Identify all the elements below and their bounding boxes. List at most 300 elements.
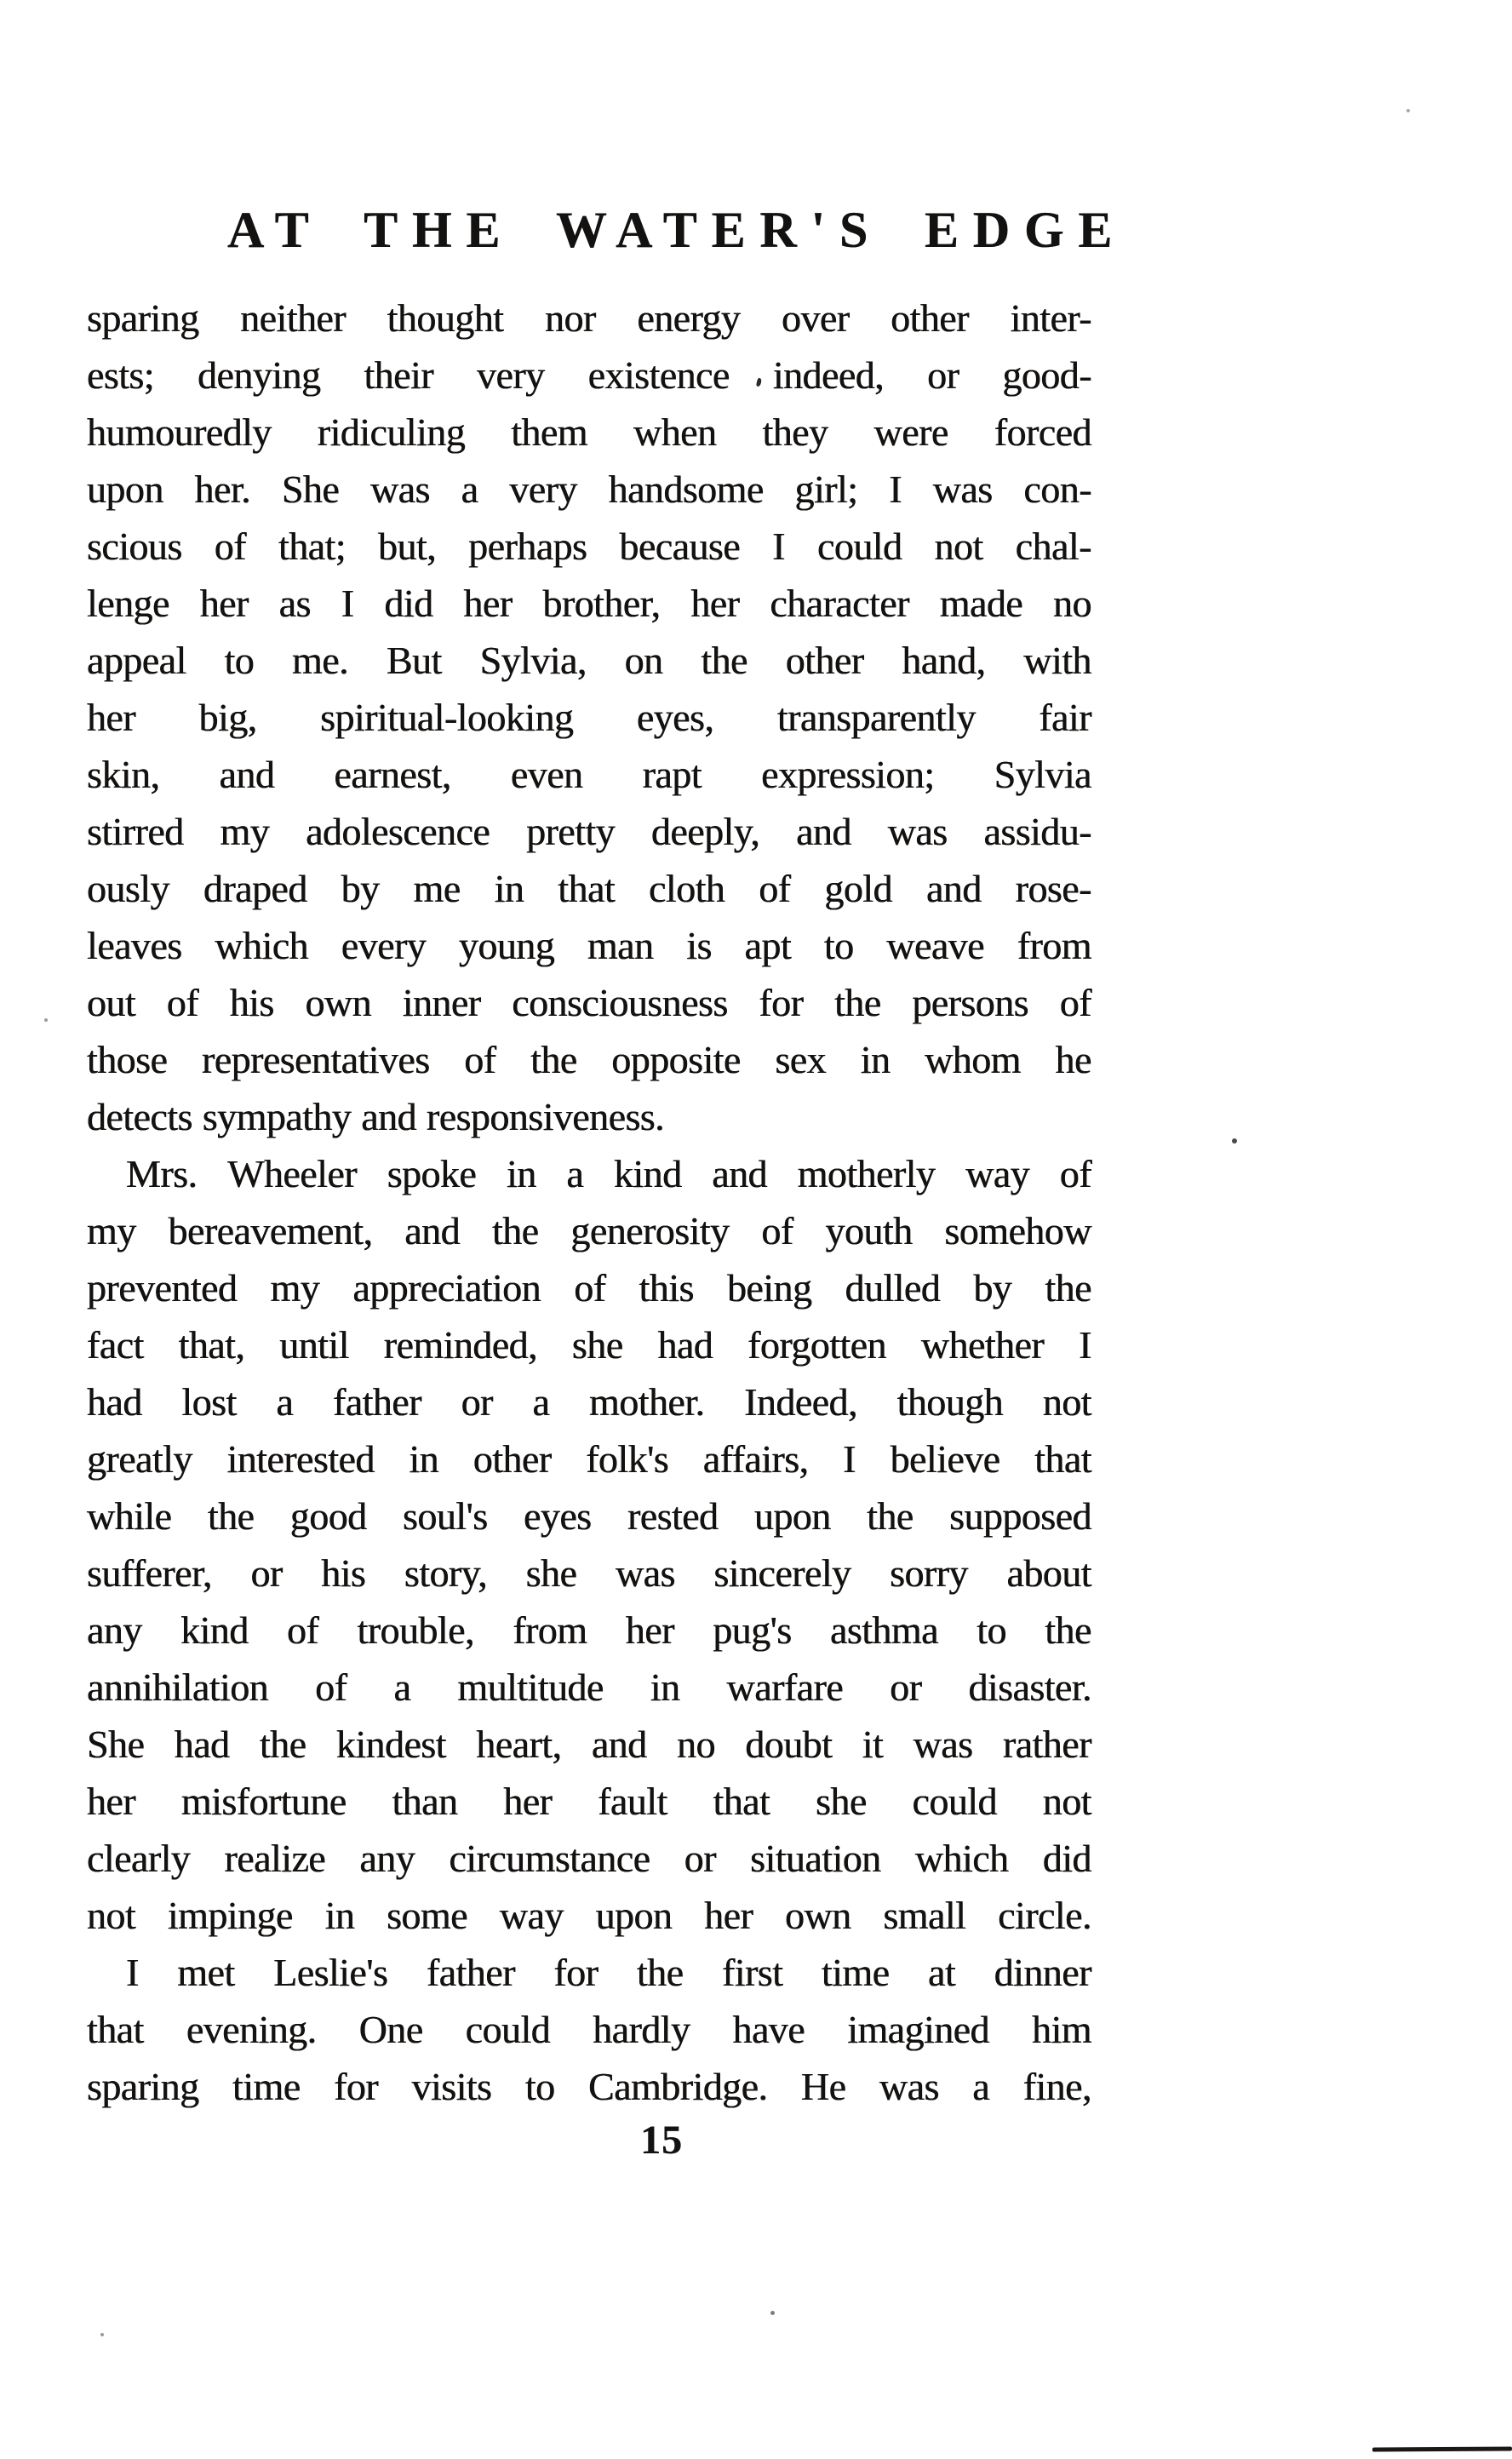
word: energy <box>637 296 741 340</box>
word: affairs, <box>702 1437 809 1481</box>
word: rapt <box>642 753 702 796</box>
word: not <box>87 1894 136 1937</box>
word: did <box>384 582 433 625</box>
text-line <box>87 1602 1091 1659</box>
text-line <box>87 404 1091 461</box>
word: to <box>976 1608 1006 1652</box>
word: my <box>220 810 270 853</box>
word: I <box>1079 1323 1091 1367</box>
word: spiritual-looking <box>320 696 574 739</box>
word: circumstance <box>449 1837 650 1880</box>
word: mother. <box>589 1380 705 1424</box>
body-text-block <box>87 289 1091 2115</box>
word: fault <box>598 1780 667 1823</box>
word: had <box>174 1722 230 1766</box>
word: impinge <box>167 1894 293 1937</box>
text-line <box>87 2001 1091 2058</box>
word: forced <box>994 410 1091 454</box>
word: time <box>232 2065 301 2108</box>
word: Mrs. <box>126 1152 198 1195</box>
word: of <box>315 1665 347 1709</box>
word: earnest, <box>334 753 451 796</box>
word: annihilation <box>87 1665 269 1709</box>
word: and <box>404 1209 461 1252</box>
word: because <box>619 524 741 568</box>
word: ously <box>87 867 169 910</box>
word: draped <box>203 867 307 910</box>
word: when <box>633 410 717 454</box>
word: other <box>891 296 969 340</box>
word: some <box>387 1894 468 1937</box>
word: his <box>321 1551 366 1595</box>
word: pretty <box>526 810 616 853</box>
word: scious <box>87 524 182 568</box>
word: in <box>409 1437 439 1481</box>
word: in <box>507 1152 536 1195</box>
word: was <box>370 467 430 511</box>
word: his <box>229 981 274 1024</box>
word: skin, <box>87 753 160 796</box>
word: leaves <box>87 924 182 967</box>
word: multitude <box>457 1665 604 1709</box>
word: and <box>796 810 851 853</box>
word: Cambridge. <box>588 2065 768 2108</box>
word: of <box>759 867 791 910</box>
word: not <box>1042 1780 1091 1823</box>
word: the <box>491 1209 539 1252</box>
word: any <box>359 1837 415 1880</box>
word: rested <box>627 1494 719 1538</box>
word: for <box>759 981 804 1024</box>
word: inter- <box>1010 296 1091 340</box>
word: with <box>1023 639 1091 682</box>
word: deeply, <box>650 810 760 853</box>
word: she <box>816 1780 867 1823</box>
word: while <box>87 1494 172 1538</box>
text-line <box>87 1773 1091 1830</box>
word: spoke <box>387 1152 477 1195</box>
word: a <box>532 1380 550 1424</box>
text-line <box>87 575 1091 632</box>
scan-edge-line <box>1372 2446 1512 2451</box>
text-line <box>87 1716 1091 1773</box>
word: representatives <box>202 1038 430 1081</box>
word: from <box>1017 924 1091 967</box>
word: of <box>464 1038 496 1081</box>
text-line <box>87 974 1091 1031</box>
word: or <box>890 1665 922 1709</box>
word: way <box>965 1152 1030 1195</box>
word: father <box>332 1380 421 1424</box>
word: somehow <box>944 1209 1091 1252</box>
word: ridiculing <box>317 410 466 454</box>
word: whom <box>925 1038 1021 1081</box>
word: story, <box>404 1551 488 1595</box>
word: at <box>928 1951 956 1994</box>
word: could <box>912 1780 997 1823</box>
text-line <box>87 689 1091 746</box>
word: than <box>392 1780 458 1823</box>
word: nor <box>545 296 596 340</box>
word: them <box>511 410 587 454</box>
word: by <box>341 867 380 910</box>
word: father <box>426 1951 515 1994</box>
word: her <box>690 582 740 625</box>
word: perhaps <box>468 524 587 568</box>
word: for <box>334 2065 379 2108</box>
word: or <box>461 1380 493 1424</box>
word: thought <box>387 296 504 340</box>
word: kind <box>613 1152 682 1195</box>
word: motherly <box>797 1152 936 1195</box>
word: to <box>524 2065 555 2108</box>
word: the <box>701 639 747 682</box>
word: forgotten <box>747 1323 886 1367</box>
text-line <box>87 917 1091 974</box>
word: I <box>341 582 354 625</box>
word: existence <box>587 353 730 397</box>
word: cloth <box>649 867 725 910</box>
word: of <box>761 1209 793 1252</box>
word: and <box>591 1722 647 1766</box>
word: had <box>87 1380 142 1424</box>
word: that, <box>178 1323 245 1367</box>
word: denying <box>198 353 321 397</box>
word: out <box>87 981 136 1024</box>
word: dulled <box>845 1266 941 1310</box>
word: me <box>413 867 461 910</box>
word: inner <box>402 981 481 1024</box>
word: dinner <box>994 1951 1091 1994</box>
word: could <box>465 2008 551 2051</box>
word: sincerely <box>713 1551 851 1595</box>
word: that <box>1034 1437 1091 1481</box>
word: those <box>87 1038 168 1081</box>
word: folk's <box>586 1437 669 1481</box>
word: girl; <box>794 467 858 511</box>
word: fair <box>1039 696 1091 739</box>
word: chal- <box>1015 524 1091 568</box>
word: a <box>393 1665 411 1709</box>
word: reminded, <box>383 1323 538 1367</box>
word: whether <box>920 1323 1045 1367</box>
word: no <box>1053 582 1091 625</box>
word: he <box>1055 1038 1091 1081</box>
word: young <box>458 924 555 967</box>
word: other <box>785 639 864 682</box>
word: was <box>879 2065 939 2108</box>
word: supposed <box>949 1494 1091 1538</box>
word: him <box>1032 2008 1091 2051</box>
word: assidu- <box>983 810 1091 853</box>
word: situation <box>750 1837 881 1880</box>
word: that <box>558 867 616 910</box>
word: they <box>762 410 828 454</box>
word: circle. <box>998 1894 1091 1937</box>
word: apt <box>744 924 792 967</box>
word: kind <box>180 1608 249 1652</box>
word: being <box>726 1266 812 1310</box>
word: the <box>1045 1608 1091 1652</box>
word: generosity <box>570 1209 730 1252</box>
word: to <box>823 924 854 967</box>
word: soul's <box>403 1494 488 1538</box>
word: her <box>87 696 136 739</box>
word: But <box>386 639 442 682</box>
word: any <box>87 1608 142 1652</box>
word: other <box>472 1437 552 1481</box>
word: bereavement, <box>168 1209 373 1252</box>
word: sorry <box>890 1551 968 1595</box>
text-line <box>87 2058 1091 2115</box>
word: Sylvia <box>994 753 1091 796</box>
word: transparently <box>776 696 976 739</box>
word: a <box>566 1152 584 1195</box>
text-line <box>87 1202 1091 1259</box>
word: their <box>364 353 434 397</box>
word: sufferer, <box>87 1551 212 1595</box>
word: visits <box>411 2065 492 2108</box>
word: interested <box>226 1437 375 1481</box>
word: Leslie's <box>273 1951 388 1994</box>
word: the <box>834 981 881 1024</box>
word: that <box>713 1780 770 1823</box>
word: Indeed, <box>744 1380 857 1424</box>
word: to <box>224 639 255 682</box>
word: con- <box>1023 467 1091 511</box>
word: the <box>867 1494 914 1538</box>
word: in <box>650 1665 680 1709</box>
word: ests; <box>87 353 155 397</box>
word: asthma <box>830 1608 938 1652</box>
word: hardly <box>593 2008 690 2051</box>
word: lost <box>181 1380 237 1424</box>
word: her. <box>194 467 251 511</box>
word: disaster. <box>968 1665 1091 1709</box>
word: detects <box>87 1095 192 1138</box>
word: prevented <box>87 1266 238 1310</box>
text-line <box>87 289 1091 347</box>
word: weave <box>886 924 985 967</box>
word: from <box>513 1608 587 1652</box>
word: I <box>843 1437 856 1481</box>
text-line <box>87 518 1091 575</box>
word: rather <box>1002 1722 1091 1766</box>
word: of <box>574 1266 606 1310</box>
word: gold <box>824 867 892 910</box>
word: as <box>278 582 311 625</box>
word: believe <box>890 1437 1000 1481</box>
text-line <box>87 1088 1091 1145</box>
word: handsome <box>608 467 764 511</box>
text-line <box>87 1944 1091 2001</box>
word: time <box>821 1951 890 1994</box>
word: stirred <box>87 810 184 853</box>
word: she <box>525 1551 577 1595</box>
word: misfortune <box>180 1780 346 1823</box>
word: humouredly <box>87 410 272 454</box>
scan-speck <box>44 1018 48 1022</box>
word: until <box>279 1323 349 1367</box>
word: over <box>782 296 850 340</box>
word: the <box>259 1722 306 1766</box>
word: very <box>477 353 545 397</box>
word: my <box>270 1266 320 1310</box>
text-line <box>87 1887 1091 1944</box>
word: neither <box>240 296 346 340</box>
word: warfare <box>726 1665 844 1709</box>
word: eyes, <box>636 696 714 739</box>
text-line <box>87 347 1091 404</box>
text-line <box>87 632 1091 689</box>
word: sex <box>775 1038 827 1081</box>
word: was <box>615 1551 675 1595</box>
word: the <box>1045 1266 1091 1310</box>
word: her <box>87 1780 136 1823</box>
word: in <box>324 1894 355 1937</box>
word: though <box>896 1380 1004 1424</box>
text-line <box>87 803 1091 860</box>
text-line <box>87 1031 1091 1088</box>
scan-speck <box>770 2311 775 2315</box>
word: sympathy <box>202 1095 352 1138</box>
word: first <box>722 1951 783 1994</box>
word: on <box>624 639 663 682</box>
word: He <box>800 2065 846 2108</box>
word: and <box>712 1152 768 1195</box>
word: way <box>499 1894 564 1937</box>
word: heart, <box>476 1722 562 1766</box>
word: was <box>887 810 948 853</box>
text-line <box>87 746 1091 803</box>
word: imagined <box>847 2008 989 2051</box>
word: adolescence <box>306 810 490 853</box>
word: indeed, <box>772 353 885 397</box>
word: and <box>925 867 982 910</box>
word: One <box>358 2008 423 2051</box>
word: of <box>214 524 246 568</box>
word: eyes <box>524 1494 592 1538</box>
word: fine, <box>1022 2065 1091 2108</box>
word: the <box>207 1494 255 1538</box>
word: that; <box>278 524 346 568</box>
word: about <box>1006 1551 1091 1595</box>
word: Sylvia, <box>479 639 587 682</box>
word: realize <box>224 1837 326 1880</box>
word: the <box>636 1951 684 1994</box>
word: have <box>732 2008 805 2051</box>
word: my <box>87 1209 136 1252</box>
word: was <box>932 467 993 511</box>
word: or <box>927 353 959 397</box>
scan-speck <box>1232 1138 1237 1144</box>
word: Wheeler <box>227 1152 358 1195</box>
word: I <box>126 1951 139 1994</box>
word: brother, <box>542 582 661 625</box>
word: her <box>199 582 249 625</box>
word: the <box>530 1038 577 1081</box>
word: very <box>509 467 577 511</box>
word: character <box>770 582 909 625</box>
word: could <box>817 524 902 568</box>
word: kindest <box>335 1722 446 1766</box>
text-line <box>87 1659 1091 1716</box>
word: was <box>913 1722 973 1766</box>
word: of <box>166 981 199 1024</box>
word: own <box>785 1894 851 1937</box>
word: I <box>889 467 902 511</box>
text-line <box>87 461 1091 518</box>
word: upon <box>87 467 163 511</box>
word: made <box>939 582 1023 625</box>
word: her <box>704 1894 753 1937</box>
word: it <box>862 1722 884 1766</box>
word: or <box>684 1837 716 1880</box>
word: She <box>281 467 340 511</box>
page-number: 15 <box>640 2118 683 2163</box>
word: opposite <box>611 1038 741 1081</box>
word: clearly <box>87 1837 191 1880</box>
word: own <box>305 981 372 1024</box>
word: consciousness <box>512 981 728 1024</box>
word: good- <box>1002 353 1091 397</box>
word: small <box>883 1894 966 1937</box>
word: of <box>1059 981 1091 1024</box>
scan-speck <box>100 2333 104 2336</box>
text-line <box>87 1830 1091 1887</box>
text-line <box>87 1316 1091 1373</box>
word: her <box>463 582 513 625</box>
word: is <box>686 924 712 967</box>
text-line <box>87 1145 1091 1202</box>
word: man <box>587 924 654 967</box>
word: did <box>1042 1837 1091 1880</box>
word: no <box>677 1722 715 1766</box>
word: appeal <box>87 639 186 682</box>
word: She <box>87 1722 145 1766</box>
word: a <box>972 2065 990 2108</box>
word: for <box>553 1951 598 1994</box>
text-line <box>87 1373 1091 1430</box>
word: and <box>219 753 275 796</box>
word: I <box>772 524 785 568</box>
word: that <box>87 2008 144 2051</box>
page-title: AT THE WATER'S EDGE <box>226 202 1127 258</box>
word: pug's <box>713 1608 792 1652</box>
word: sparing <box>87 296 199 340</box>
word: me. <box>292 639 349 682</box>
word: a <box>276 1380 294 1424</box>
word: persons <box>912 981 1029 1024</box>
word: her <box>503 1780 553 1823</box>
word: upon <box>595 1894 673 1937</box>
text-line <box>87 1545 1091 1602</box>
word: not <box>934 524 983 568</box>
word: she <box>571 1323 623 1367</box>
word: rose- <box>1015 867 1091 910</box>
word: of <box>1059 1152 1091 1195</box>
word: sparing <box>87 2065 199 2108</box>
text-line <box>87 1259 1091 1316</box>
word: which <box>215 924 309 967</box>
word: responsiveness. <box>426 1095 665 1138</box>
word: greatly <box>87 1437 192 1481</box>
word: expression; <box>761 753 935 796</box>
word: were <box>873 410 948 454</box>
word: by <box>973 1266 1012 1310</box>
word: which <box>914 1837 1009 1880</box>
word: even <box>510 753 583 796</box>
